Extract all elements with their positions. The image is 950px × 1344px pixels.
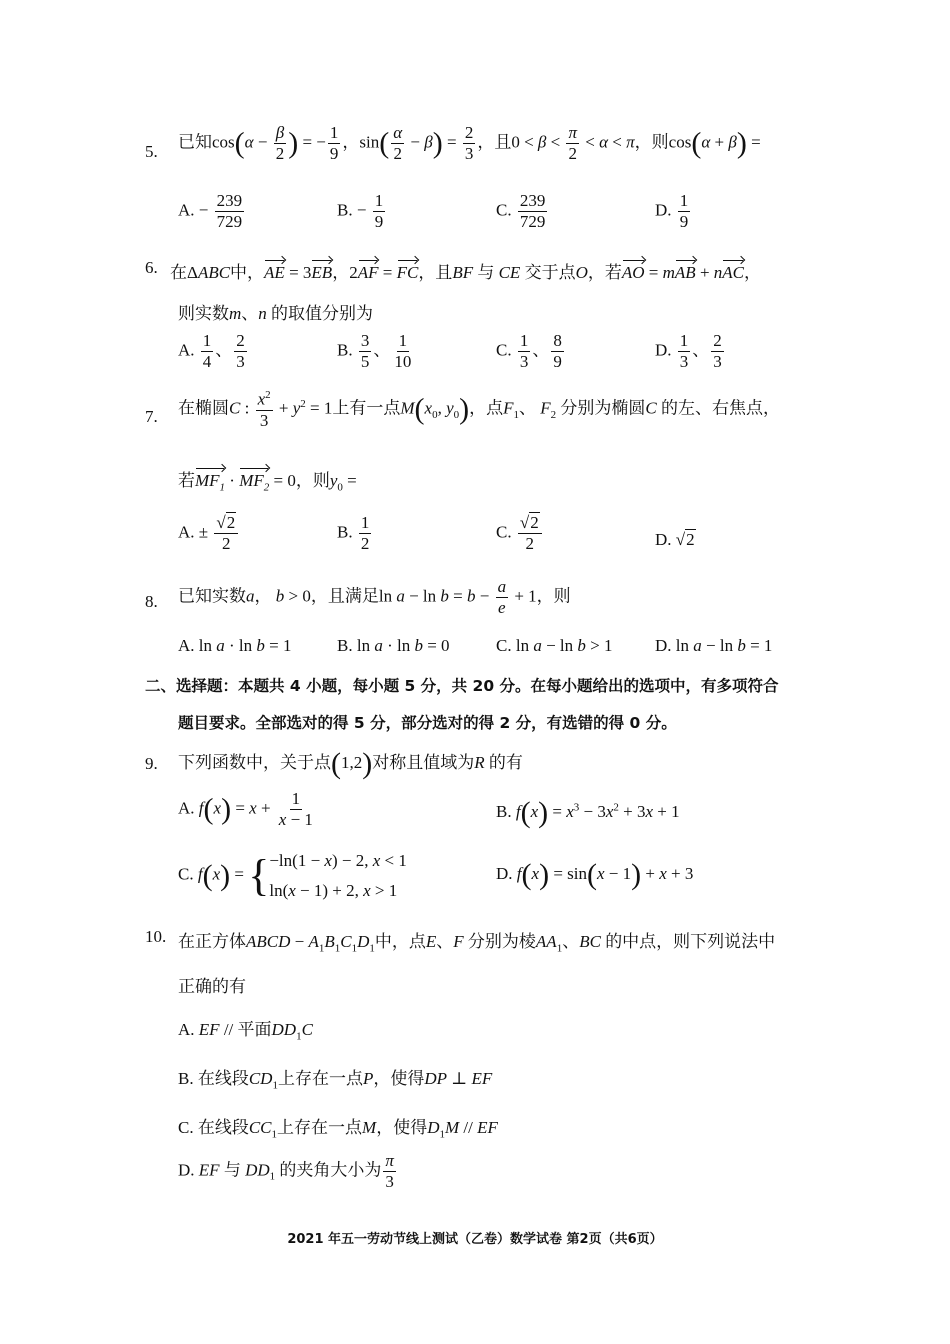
q10-option-d: D. EF 与 $DD_1$ 的夹角大小为 $\frac{\pi}{3}$	[178, 1151, 394, 1191]
section-2-line1: 二、选择题：本题共 4 小题，每小题 5 分，共 20 分。在每小题给出的选项中，有多项符合	[145, 677, 779, 695]
q10-option-a: A. EF // 平面$DD_1C$	[178, 1020, 313, 1043]
q5-number: 5.	[145, 142, 158, 161]
q6-stem-line2: 则实数m、n 的取值分别为	[178, 304, 374, 323]
q7-stem-line2: 若$MF_1 \cdot MF_2 = 0$，则$y_0$ =	[178, 471, 357, 494]
q8-option-b: B. ln a · ln b = 0	[337, 636, 450, 655]
q10-option-c: C. 在线段$CC_1$上存在一点M，使得$D_1M$ // EF	[178, 1118, 498, 1141]
section-2-line2: 题目要求。全部选对的得 5 分，部分选对的得 2 分，有选错的得 0 分。	[178, 714, 677, 732]
q5-stem: 已知cos(α − $\frac{\beta}{2}$ ) = − $\frac{1}{9}$ ，sin( $\frac{\alpha}{2}$ − β) = $\frac{2}{3}$ ，且0 < β < $\frac{\pi}{2}$ < α < π，则cos(α + β) =	[178, 123, 761, 163]
q6-number: 6.	[145, 258, 158, 277]
q8-stem: 已知实数a， b > 0，且满足ln a − ln b = b − $\frac{a}{e}$ + 1，则	[178, 577, 571, 617]
q7-option-a: A. ± $\frac{√2}{2}$	[178, 514, 240, 553]
q6-stem-line1: 在ΔABC中，AE = 3EB，2AF = FC，且BF 与 CE 交于点O，若AO = mAB + nAC，	[170, 263, 762, 282]
q9-option-a: A. f(x) = x + $\frac{1}{x - 1}$	[178, 789, 313, 829]
q10-option-b: B. 在线段$CD_1$上存在一点P，使得DP ⊥ EF	[178, 1069, 493, 1092]
q10-number: 10.	[145, 927, 167, 946]
q6-option-b: B. $\frac{3}{5}$ 、 $\frac{1}{10}$	[337, 331, 412, 371]
q9-option-c: C. f(x) = { −ln(1 − x) − 2, x < 1 ln(x − 1) + 2, x > 1	[178, 850, 407, 900]
q5-option-d: D. $\frac{1}{9}$	[655, 191, 689, 231]
q9-option-d: D. f(x) = sin(x − 1) + x + 3	[496, 858, 694, 891]
q6-option-c: C. $\frac{1}{3}$ 、 $\frac{8}{9}$	[496, 331, 562, 371]
q5-option-c: C. $\frac{239}{729}$	[496, 191, 546, 231]
q8-number: 8.	[145, 592, 158, 611]
q7-option-b: B. $\frac{1}{2}$	[337, 513, 370, 553]
q8-option-a: A. ln a · ln b = 1	[178, 636, 292, 655]
q9-number: 9.	[145, 754, 158, 773]
q9-option-b: B. $f(x) = x^3 - 3x^2 + 3x + 1$	[496, 796, 680, 829]
q6-option-a: A. $\frac{1}{4}$ 、 $\frac{2}{3}$	[178, 331, 245, 371]
q7-number: 7.	[145, 407, 158, 426]
q8-option-d: D. ln a − ln b = 1	[655, 636, 773, 655]
q7-option-c: C. $\frac{√2}{2}$	[496, 514, 544, 553]
q6-option-d: D. $\frac{1}{3}$ 、 $\frac{2}{3}$	[655, 331, 722, 371]
q9-stem: 下列函数中，关于点(1,2)对称且值域为R 的有	[178, 747, 523, 781]
q10-stem-line1: 在正方体ABCD − $A_1B_1C_1D_1$中，点E、F 分别为棱$AA_1$、BC 的中点，则下列说法中	[178, 932, 776, 955]
q5-option-b: B. − $\frac{1}{9}$	[337, 191, 384, 231]
q7-option-d: D. √2	[655, 530, 695, 549]
q10-stem-line2: 正确的有	[178, 977, 246, 996]
q8-option-c: C. ln a − ln b > 1	[496, 636, 613, 655]
q7-stem-line1: 在椭圆C : $\frac{x^2}{3}$ + $y^2 = 1$上有一点$M(x_0$, $y_0$)，点$F_1$、 $F_2$ 分别为椭圆C 的左、右焦点，	[178, 389, 780, 430]
q5-option-a: A. − $\frac{239}{729}$	[178, 191, 243, 231]
page-footer: 2021 年五一劳动节线上测试（乙卷）数学试卷 第2页（共6页）	[287, 1232, 663, 1247]
